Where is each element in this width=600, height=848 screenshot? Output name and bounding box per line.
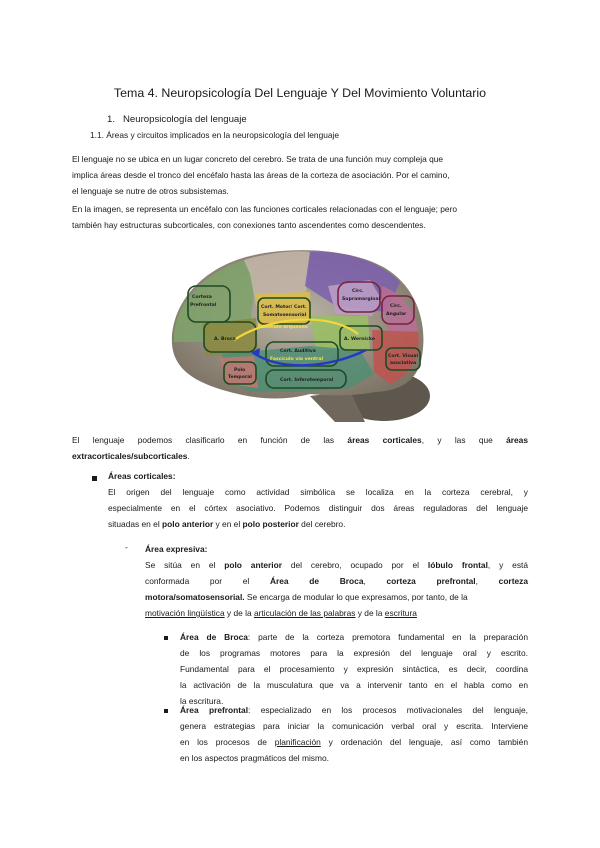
- expressive-line-3: [145, 589, 528, 605]
- expressive-bold: motora/somatosensorial.: [145, 592, 245, 602]
- classify-bold: áreas: [506, 435, 528, 445]
- label-motor-1: Cort. Motor/ Cort.: [261, 305, 307, 310]
- cortical-text: situadas en el: [108, 519, 163, 529]
- classify-bold: extracorticales/subcorticales: [72, 451, 188, 461]
- expressive-text: ,: [475, 576, 499, 586]
- classify-bold: áreas corticales: [347, 435, 422, 445]
- classify-paragraph: [72, 432, 528, 464]
- intro-paragraph: [72, 151, 528, 199]
- broca-line: la escritura.: [180, 696, 224, 706]
- label-angular-2: Angular: [386, 312, 407, 317]
- prefrontal-text: y ordenación del lenguaje, así como también: [320, 737, 528, 747]
- expressive-text: Se encarga de modular lo que expresamos, por tanto, de la: [244, 592, 468, 602]
- label-pole-2: Temporal: [228, 375, 252, 380]
- prefrontal-text: en los procesos de: [180, 737, 275, 747]
- cortical-line: El origen del lenguaje como actividad simbólica se localiza en la corteza cerebral, y: [108, 487, 528, 497]
- label-wernicke: A. Wernicke: [344, 337, 375, 342]
- cortical-heading: [108, 468, 528, 484]
- label-auditory: Cort. Auditiva: [280, 349, 316, 354]
- prefrontal-line-1: [180, 702, 528, 718]
- page-title: Tema 4. Neuropsicología Del Lenguaje Y Del Movimiento Voluntario: [113, 86, 487, 100]
- label-supramarginal-1: Circ.: [352, 289, 364, 294]
- intro-line: El lenguaje no se ubica en un lugar concreto del cerebro. Se trata de una función muy compleja que: [72, 154, 444, 164]
- cortical-line-3: [108, 516, 528, 532]
- label-supramarginal-2: Supramarginal: [342, 297, 381, 302]
- expressive-line-4: [145, 605, 528, 621]
- broca-text: : parte de la corteza premotora fundamental en la preparación: [247, 632, 528, 642]
- image-para-line: también hay estructuras subcorticales, con conexiones tanto ascendentes como descendentes.: [72, 220, 426, 230]
- intro-line: implica áreas desde el tronco del encéfalo hasta las áreas de la corteza de asociación. Por el camino,: [72, 170, 450, 180]
- square-bullet-small: [164, 709, 168, 713]
- square-bullet: [92, 476, 97, 481]
- label-prefrontal: Prefrontal: [190, 303, 217, 308]
- cortical-heading-text: Áreas corticales:: [108, 471, 176, 481]
- square-bullet-small: [164, 636, 168, 640]
- expressive-text: Se sitúa en el: [145, 560, 225, 570]
- classify-text: .: [187, 451, 190, 461]
- expressive-bold: corteza prefrontal: [386, 576, 476, 586]
- expressive-underline: articulación de las palabras: [253, 608, 356, 618]
- classify-text: El lenguaje podemos clasificarlo en función de las: [72, 435, 348, 445]
- section-label: Neuropsicología del lenguaje: [123, 114, 247, 125]
- section-number: 1.: [107, 114, 116, 125]
- expressive-text: del cerebro, ocupado por el: [281, 560, 428, 570]
- dash-bullet: -: [125, 542, 128, 552]
- broca-line: Fundamental para el procesamiento y expresión sintáctica, es decir, coordina: [180, 664, 528, 674]
- label-ventral: Fascículo vía ventral: [270, 357, 324, 362]
- image-paragraph: [72, 201, 528, 233]
- classify-text: , y las que: [421, 435, 507, 445]
- expressive-bold: lóbulo frontal: [427, 560, 488, 570]
- classify-line-1: [72, 432, 528, 448]
- prefrontal-line: en los aspectos pragmáticos del mismo.: [180, 753, 329, 763]
- expressive-line-1: [145, 557, 528, 573]
- expressive-heading: [145, 541, 528, 557]
- prefrontal-underline: planificación: [274, 737, 321, 747]
- expressive-underline: escritura: [384, 608, 417, 618]
- expressive-text: ,: [363, 576, 387, 586]
- label-corteza: Corteza: [192, 295, 212, 300]
- label-visual-2: asociativa: [390, 361, 417, 366]
- expressive-heading-text: Área expresiva:: [145, 544, 208, 554]
- label-visual-1: Cort. Visual: [388, 354, 419, 359]
- label-arcuate: Fascículo arqueado: [258, 325, 308, 330]
- label-pole-1: Polo: [234, 368, 246, 373]
- cortical-bold: polo posterior: [242, 519, 299, 529]
- broca-line-1: [180, 629, 528, 645]
- label-angular-1: Circ.: [390, 304, 402, 309]
- expressive-line-2: [145, 573, 528, 589]
- expressive-text: conformada por el: [145, 576, 270, 586]
- broca-line: la activación de la musculatura que va a intervenir tanto en el habla como en: [180, 680, 528, 690]
- section-heading-1: [107, 114, 247, 125]
- subsection-heading: 1.1. Áreas y circuitos implicados en la neuropsicología del lenguaje: [90, 130, 340, 140]
- image-para-line: En la imagen, se representa un encéfalo con las funciones corticales relacionadas con el lenguaje; pero: [72, 204, 458, 214]
- expressive-text: y de la: [355, 608, 385, 618]
- expressive-text: , y está: [487, 560, 529, 570]
- prefrontal-line: genera estrategias para iniciar la comunicación verbal oral y escrita. Interviene: [180, 721, 528, 731]
- label-broca: A. Broca: [214, 337, 236, 342]
- classify-line-2: [72, 448, 528, 464]
- expressive-bold: corteza: [498, 576, 528, 586]
- prefrontal-head: Área prefrontal: [180, 705, 249, 715]
- expressive-bold: Área de Broca: [269, 576, 364, 586]
- expressive-bold: polo anterior: [224, 560, 282, 570]
- label-motor-2: Somatosensorial: [263, 313, 307, 318]
- prefrontal-item: [180, 702, 528, 766]
- cortical-text: y en el: [213, 519, 243, 529]
- broca-line: de los programas motores para la expresión del lenguaje oral y escrito.: [180, 648, 528, 658]
- cortical-bold: polo anterior: [162, 519, 214, 529]
- cortical-section: [108, 468, 528, 532]
- prefrontal-text: : especializado en los procesos motivacionales del lenguaje,: [248, 705, 528, 715]
- expressive-text: y de la: [224, 608, 254, 618]
- intro-line: el lenguaje se nutre de otros subsistemas.: [72, 186, 229, 196]
- cortical-line: especialmente en el córtex asociativo. Podemos distinguir dos áreas reguladoras del lenguaje: [108, 503, 528, 513]
- broca-item: [180, 629, 528, 709]
- brain-diagram: [160, 246, 432, 422]
- expressive-underline: motivación lingüística: [145, 608, 225, 618]
- cortical-text: del cerebro.: [298, 519, 346, 529]
- broca-head: Área de Broca: [180, 632, 248, 642]
- label-inferotemporal: Cort. Inferotemporal: [280, 378, 334, 383]
- prefrontal-line-3: [180, 734, 528, 750]
- expressive-section: [145, 541, 528, 621]
